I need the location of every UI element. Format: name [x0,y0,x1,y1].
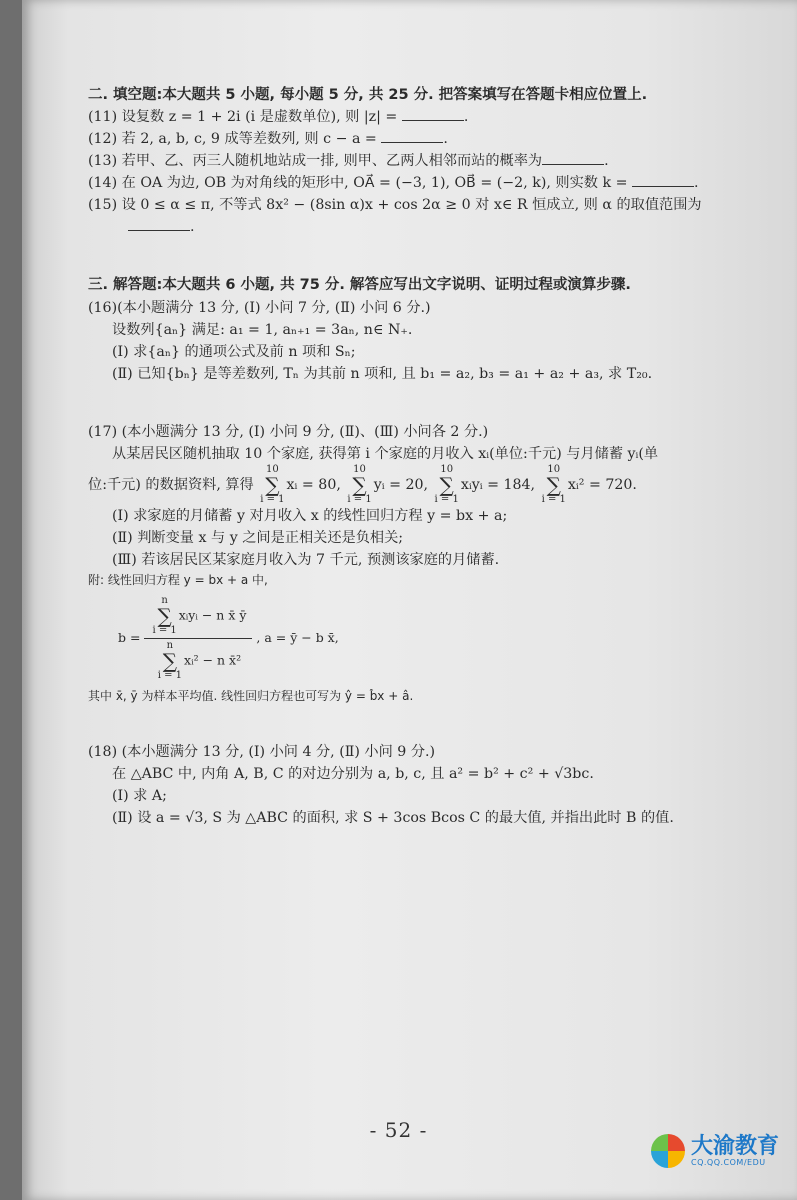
answer-blank [128,218,190,231]
q14-text: (14) 在 OA 为边, OB 为对角线的矩形中, OA⃗ = (−3, 1), OB⃗ = (−2, k), 则实数 k = [88,175,632,192]
sum-y: yᵢ = 20, [373,476,429,493]
section3-heading: 三. 解答题:本大题共 6 小题, 共 75 分. 解答应写出文字说明、证明过程或演算步骤. [88,277,631,294]
q17-note: 附: 线性回归方程 y = bx + a 中, [88,572,268,587]
logo-name: 大渝教育 [690,1133,779,1159]
q17-title: (17) (本小题满分 13 分, (Ⅰ) 小问 9 分, (Ⅱ)、(Ⅲ) 小问各 2 分.) [88,423,489,440]
q12-text: (12) 若 2, a, b, c, 9 成等差数列, 则 c − a = [88,131,382,148]
answer-blank [381,130,443,143]
sum-xy: xᵢyᵢ = 184, [460,476,536,493]
answer-blank [402,108,464,121]
question-15-blank-line: . [88,216,768,238]
sum-x2: xᵢ² = 720. [567,476,637,493]
q16-part2: (Ⅱ) 已知{bₙ} 是等差数列, Tₙ 为其前 n 项和, 且 b₁ = a₂, b₃ = a₁ + a₂ + a₃, 求 T₂₀. [112,365,653,382]
q15-text: (15) 设 0 ≤ α ≤ π, 不等式 8x² − (8sin α)x + cos 2α ≥ 0 对 x∈ R 恒成立, 则 α 的取值范围为 [88,197,702,214]
q17-part1: (Ⅰ) 求家庭的月储蓄 y 对月收入 x 的线性回归方程 y = bx + a; [112,507,508,524]
page-number: - 52 - [369,1118,428,1142]
sum-symbol: 10 ∑ i = 1 [434,463,459,505]
question-11: (11) 设复数 z = 1 + 2i (i 是虚数单位), 则 |z| = . [88,109,469,126]
question-12: (12) 若 2, a, b, c, 9 成等差数列, 则 c − a = . [88,131,448,148]
q17-part3: (Ⅲ) 若该居民区某家庭月收入为 7 千元, 预测该家庭的月储蓄. [112,551,500,568]
q17-footer: 其中 x̄, ȳ 为样本平均值. 线性回归方程也可写为 ŷ = b̂x + â. [88,688,414,703]
formula-fraction: n ∑ i = 1xᵢyᵢ − n x̄ ȳ n ∑ i = 1xᵢ² − n x̄² [144,596,252,681]
q11-text: (11) 设复数 z = 1 + 2i (i 是虚数单位), 则 |z| = [88,109,402,126]
question-13: (13) 若甲、乙、丙三人随机地站成一排, 则甲、乙两人相邻而站的概率为 . [88,153,609,170]
q18-part1: (Ⅰ) 求 A; [112,788,167,805]
answer-blank [542,152,604,165]
q16-stem: 设数列{aₙ} 满足: a₁ = 1, aₙ₊₁ = 3aₙ, n∈ N₊. [112,321,413,338]
logo-url: CQ.QQ.COM/EDU [690,1157,766,1167]
q17-stem-2 [88,465,768,505]
q16-part1: (Ⅰ) 求{aₙ} 的通项公式及前 n 项和 Sₙ; [112,343,356,360]
sum-symbol: 10 ∑ i = 1 [347,463,372,505]
regression-formula [88,596,768,681]
logo-mark-icon [651,1134,685,1168]
exam-content [88,84,768,829]
q17-stem-1: 从某居民区随机抽取 10 个家庭, 获得第 i 个家庭的月收入 xᵢ(单位:千元) 与月储蓄 yᵢ(单 [112,445,659,462]
question-15 [88,194,768,216]
q13-text: (13) 若甲、乙、丙三人随机地站成一排, 则甲、乙两人相邻而站的概率为 [88,153,543,170]
formula-a: , a = ȳ − b x̄, [256,629,339,645]
q18-part2: (Ⅱ) 设 a = √3, S 为 △ABC 的面积, 求 S + 3cos Bcos C 的最大值, 并指出此时 B 的值. [112,810,674,827]
question-14: (14) 在 OA 为边, OB 为对角线的矩形中, OA⃗ = (−3, 1), OB⃗ = (−2, k), 则实数 k = . [88,175,699,192]
section2-heading: 二. 填空题:本大题共 5 小题, 每小题 5 分, 共 25 分. 把答案填写在答题卡相应位置上. [88,87,648,103]
answer-blank [632,174,694,187]
site-logo [651,1134,779,1168]
sum-symbol: 10 ∑ i = 1 [260,463,285,505]
sum-symbol: 10 ∑ i = 1 [541,463,566,505]
q18-stem: 在 △ABC 中, 内角 A, B, C 的对边分别为 a, b, c, 且 a² = b² + c² + √3bc. [112,766,594,783]
q17-part2: (Ⅱ) 判断变量 x 与 y 之间是正相关还是负相关; [112,529,404,546]
formula-b-label: b = [118,629,145,645]
q18-title: (18) (本小题满分 13 分, (Ⅰ) 小问 4 分, (Ⅱ) 小问 9 分.) [88,744,436,761]
q16-title: (16)(本小题满分 13 分, (Ⅰ) 小问 7 分, (Ⅱ) 小问 6 分.) [88,299,431,316]
q17-stem-2-text: 位:千元) 的数据资料, 算得 [88,476,254,493]
sum-x: xᵢ = 80, [286,476,341,493]
